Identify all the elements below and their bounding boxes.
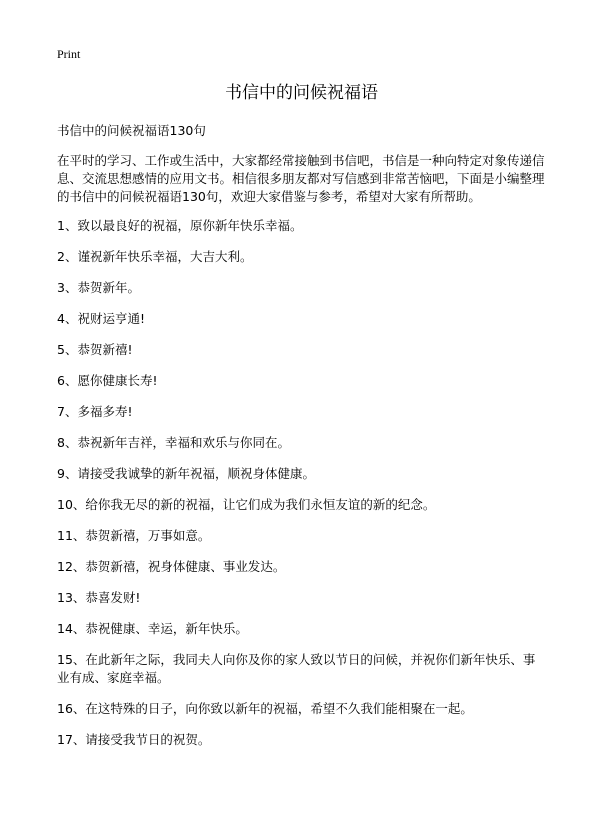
intro-paragraph: 在平时的学习、工作或生活中，大家都经常接触到书信吧，书信是一种向特定对象传递信息、交流思想感情的应用文书。相信很多朋友都对写信感到非常苦恼吧，下面是小编整理的书信中的问候祝福语130句，欢迎大家借鉴与参考，希望对大家有所帮助。	[57, 153, 545, 204]
list-item: 2、谨祝新年快乐幸福，大吉大利。	[57, 249, 253, 264]
list-item: 3、恭贺新年。	[57, 280, 140, 295]
list-item: 12、恭贺新禧，祝身体健康、事业发达。	[57, 559, 286, 574]
page-title: 书信中的问候祝福语	[225, 83, 378, 103]
list-item: 17、请接受我节日的祝贺。	[57, 732, 211, 747]
list-item: 4、祝财运亨通!	[57, 311, 145, 326]
list-item: 15、在此新年之际，我同夫人向你及你的家人致以节日的问候，并祝你们新年快乐、事业有成、家庭幸福。	[57, 652, 536, 685]
list-item: 9、请接受我诚挚的新年祝福，顺祝身体健康。	[57, 466, 315, 481]
list-item: 5、恭贺新禧!	[57, 342, 133, 357]
list-item: 1、致以最良好的祝福，原你新年快乐幸福。	[57, 218, 303, 233]
list-item: 6、愿你健康长寿!	[57, 373, 158, 388]
print-link[interactable]: Print	[57, 47, 81, 61]
list-item: 11、恭贺新禧，万事如意。	[57, 528, 211, 543]
list-item: 10、给你我无尽的新的祝福，让它们成为我们永恒友谊的新的纪念。	[57, 497, 436, 512]
list-item: 16、在这特殊的日子，向你致以新年的祝福，希望不久我们能相聚在一起。	[57, 701, 473, 716]
article-subtitle: 书信中的问候祝福语130句	[57, 123, 206, 138]
list-item: 13、恭喜发财!	[57, 590, 141, 605]
list-item: 8、恭祝新年吉祥，幸福和欢乐与你同在。	[57, 435, 290, 450]
list-item: 7、多福多寿!	[57, 404, 133, 419]
list-item: 14、恭祝健康、幸运，新年快乐。	[57, 621, 248, 636]
